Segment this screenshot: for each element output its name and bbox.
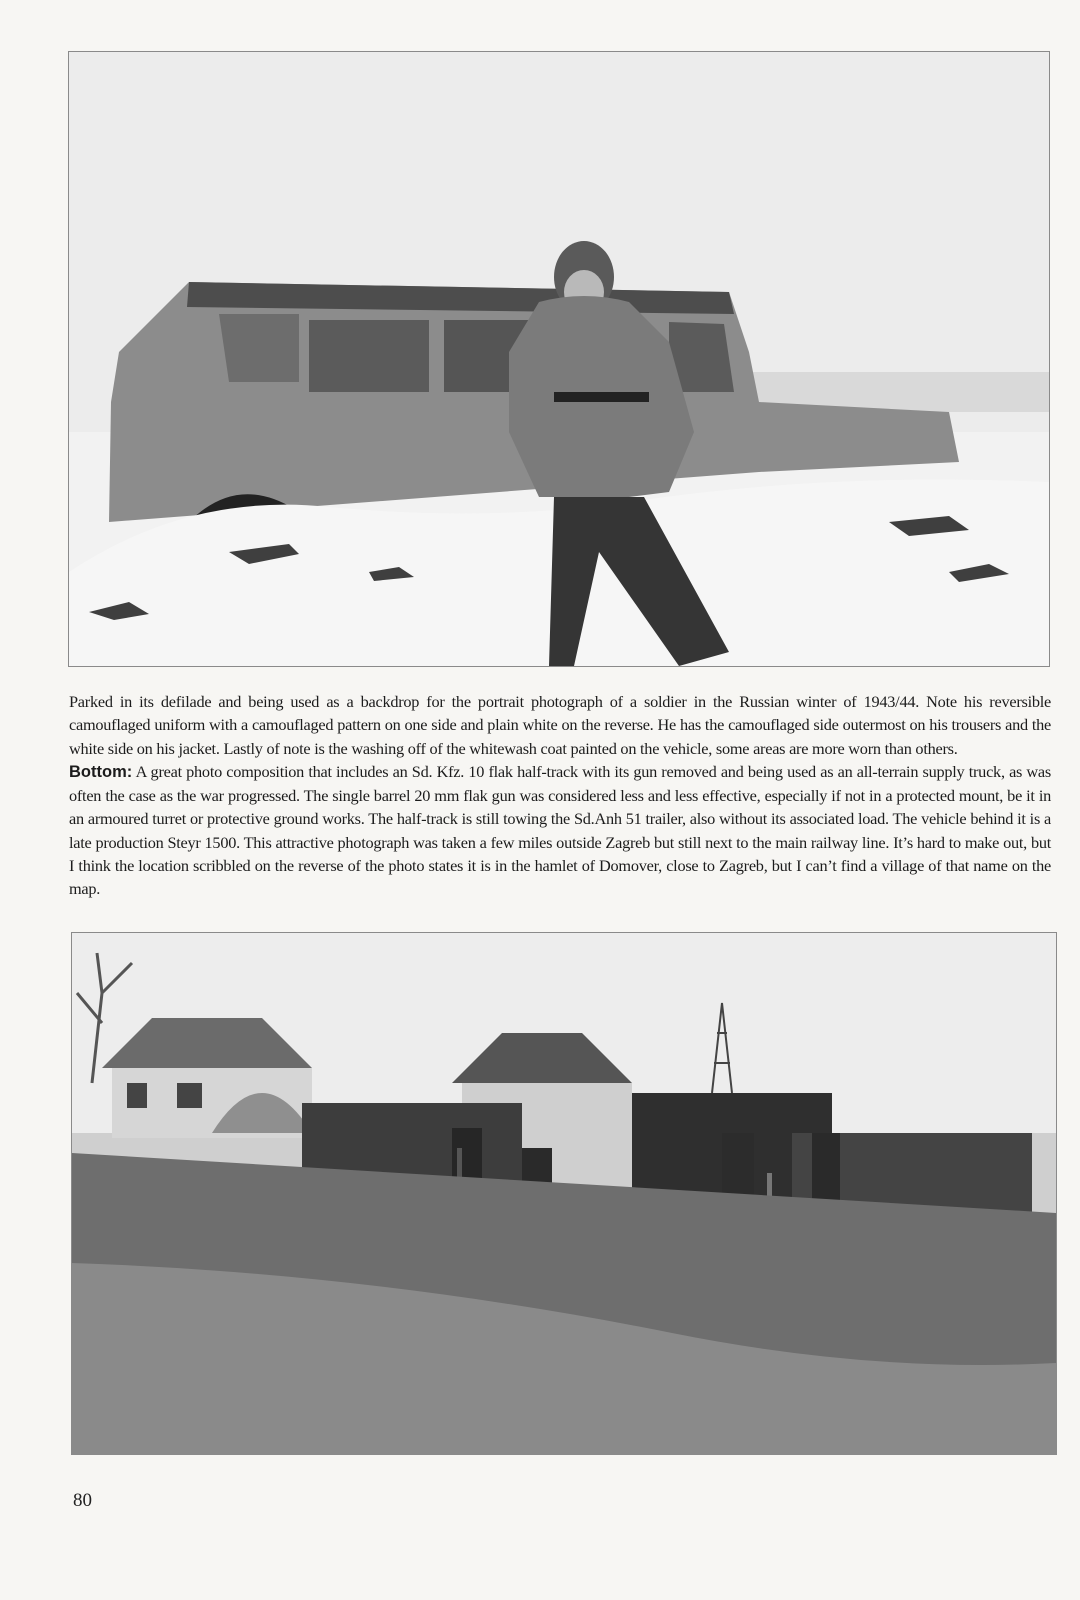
page-number: 80 <box>73 1490 92 1511</box>
bottom-caption-body: A great photo composition that includes an Sd. Kfz. 10 flak half-track with its gun removed and being used as an all-terrain supply truck, as was often the case as the war progressed. The single barrel 20 mm flak gun was considered less and less effective, especially if not in a protected mount, be it in an armoured turret or protective ground works. The half-track is still towing the Sd.Anh 51 trailer, also without its associated load. The vehicle behind it is a late production Steyr 1500. This attractive photograph was taken a few miles outside Zagreb but still next to the main railway line. It’s hard to make out, but I think the location scribbled on the reverse of the photo states it is in the hamlet of Domover, close to Zagreb, but I can’t find a village of that name on the map. <box>69 761 1051 899</box>
top-photograph <box>68 51 1050 667</box>
top-photo-illustration <box>69 52 1049 666</box>
bottom-label: Bottom: <box>69 762 133 781</box>
caption-text <box>69 690 1051 901</box>
bottom-photo-illustration <box>72 933 1056 1454</box>
bottom-photograph <box>71 932 1057 1455</box>
caption-paragraph-top-photo: Parked in its defilade and being used as a backdrop for the portrait photograph of a soldier in the Russian winter of 1943/44. Note his reversible camouflaged uniform with a camouflaged pattern on one side and plain white on the reverse. He has the camouflaged side outermost on his trousers and the white side on his jacket. Lastly of note is the washing off of the whitewash coat painted on the vehicle, some areas are more worn than others. <box>69 692 1051 758</box>
caption-paragraph-bottom-photo <box>69 760 1051 901</box>
